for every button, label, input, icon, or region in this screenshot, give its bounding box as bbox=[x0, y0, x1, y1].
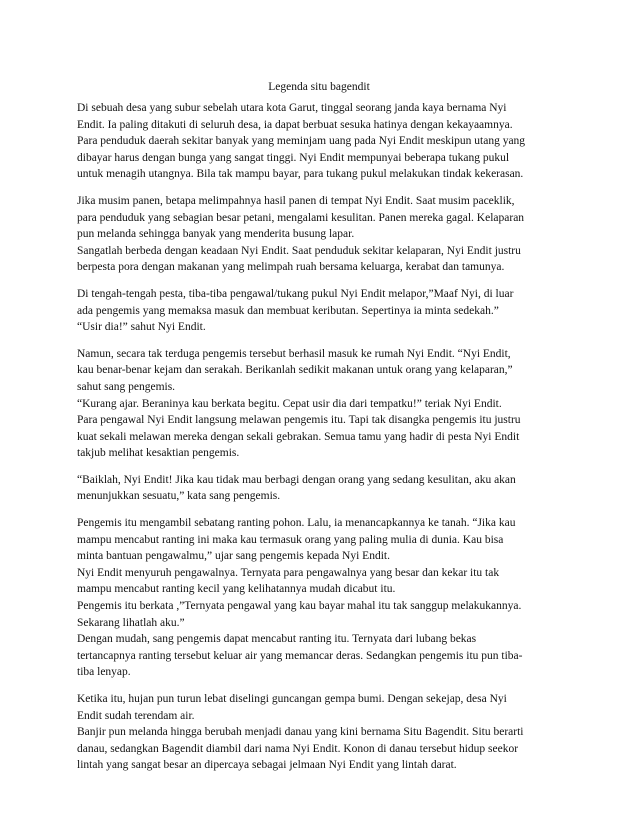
text-line: takjub melihat kesaktian pengemis. bbox=[77, 447, 240, 460]
text-line: Di tengah-tengah pesta, tiba-tiba pengawal/tukang pukul Nyi Endit melapor,”Maaf Nyi, di luar bbox=[77, 287, 514, 300]
text-line: “Baiklah, Nyi Endit! Jika kau tidak mau berbagi dengan orang yang sedang kesulitan, aku akan bbox=[77, 473, 516, 486]
text-line: Banjir pun melanda hingga berubah menjadi danau yang kini bernama Situ Bagendit. Situ berarti bbox=[77, 726, 524, 739]
text-line: Para penduduk daerah sekitar banyak yang meminjam uang pada Nyi Endit meskipun utang yang bbox=[77, 135, 526, 148]
paragraph bbox=[77, 286, 567, 336]
text-line: Di sebuah desa yang subur sebelah utara kota Garut, tinggal seorang janda kaya bernama Nyi bbox=[77, 102, 507, 114]
text-line: tiba lenyap. bbox=[77, 666, 131, 679]
text-line: ada pengemis yang memaksa masuk dan membuat keributan. Sepertinya ia minta sedekah.” bbox=[77, 304, 499, 317]
text-line: Namun, secara tak terduga pengemis tersebut berhasil masuk ke rumah Nyi Endit. “Nyi Endit, bbox=[77, 347, 511, 360]
text-line: “Kurang ajar. Beraninya kau berkata begitu. Cepat usir dia dari tempatku!” teriak Nyi Endit. bbox=[77, 397, 502, 410]
text-line: kuat sekali melawan mereka dengan sekali gebrakan. Semua tamu yang hadir di pesta Nyi Endit bbox=[77, 430, 520, 443]
text-line: Nyi Endit menyuruh pengawalnya. Ternyata para pengawalnya yang besar dan kekar itu tak bbox=[77, 566, 500, 579]
paragraph bbox=[77, 472, 567, 505]
paragraph bbox=[77, 691, 567, 774]
text-line: mampu mencabut ranting ini maka kau termasuk orang yang paling mulia di dunia. Kau bisa bbox=[77, 533, 504, 546]
paragraph bbox=[77, 100, 567, 183]
text-line: mampu mencabut ranting kecil yang kelihatannya mudah dicabut itu. bbox=[77, 583, 396, 596]
text-line: Endit. Ia paling ditakuti di seluruh desa, ia dapat berbuat sesuka hatinya dengan kekayaamnya. bbox=[77, 118, 513, 131]
text-line: kau benar-benar kejam dan serakah. Berikanlah sedikit makanan untuk orang yang kelaparan,” bbox=[77, 364, 513, 377]
text-line: “Usir dia!” sahut Nyi Endit. bbox=[77, 321, 206, 334]
document-body bbox=[77, 100, 567, 784]
text-line: untuk menagih utangnya. Bila tak mampu bayar, para tukang pukul melakukan tindak kekerasan. bbox=[77, 168, 524, 181]
document-title: Legenda situ bagendit bbox=[268, 81, 370, 93]
text-line: berpesta pora dengan makanan yang melimpah ruah bersama keluarga, kerabat dan tamunya. bbox=[77, 261, 505, 274]
paragraph bbox=[77, 193, 567, 276]
text-line: dibayar harus dengan bunga yang sangat tinggi. Nyi Endit mempunyai beberapa tukang pukul bbox=[77, 151, 510, 164]
text-line: Jika musim panen, betapa melimpahnya hasil panen di tempat Nyi Endit. Saat musim paceklik, bbox=[77, 194, 515, 207]
text-line: lintah yang sangat besar an dipercaya sebagai jelmaan Nyi Endit yang lintah darat. bbox=[77, 759, 457, 772]
text-line: Ketika itu, hujan pun turun lebat diselingi guncangan gempa bumi. Dengan sekejap, desa Nyi bbox=[77, 693, 507, 705]
text-line: Pengemis itu berkata ,”Ternyata pengawal yang kau bayar mahal itu tak sanggup melakukannya. bbox=[77, 600, 522, 613]
text-line: menunjukkan sesuatu,” kata sang pengemis. bbox=[77, 490, 281, 503]
text-line: danau, sedangkan Bagendit diambil dari nama Nyi Endit. Konon di danau tersebut hidup seekor bbox=[77, 742, 519, 755]
text-line: para penduduk yang sebagian besar petani, mengalami kesulitan. Panen mereka gagal. Kelaparan bbox=[77, 211, 525, 224]
text-line: Sangatlah berbeda dengan keadaan Nyi Endit. Saat penduduk sekitar kelaparan, Nyi Endit justru bbox=[77, 244, 521, 257]
text-line: Pengemis itu mengambil sebatang ranting pohon. Lalu, ia menancapkannya ke tanah. “Jika kau bbox=[77, 517, 516, 530]
text-line: minta bantuan pengawalmu,” ujar sang pengemis kepada Nyi Endit. bbox=[77, 550, 390, 563]
text-line: sahut sang pengemis. bbox=[77, 380, 176, 393]
paragraph bbox=[77, 515, 567, 681]
text-line: tertancapnya ranting tersebut keluar air yang memancar deras. Sedangkan pengemis itu pun tiba- bbox=[77, 649, 523, 662]
text-line: Sekarang lihatlah aku.” bbox=[77, 616, 185, 629]
text-line: Endit sudah terendam air. bbox=[77, 709, 195, 722]
text-line: Dengan mudah, sang pengemis dapat mencabut ranting itu. Ternyata dari lubang bekas bbox=[77, 633, 477, 646]
paragraph bbox=[77, 346, 567, 462]
text-line: pun melanda sehingga banyak yang menderita busung lapar. bbox=[77, 228, 355, 241]
text-line: Para pengawal Nyi Endit langsung melawan pengemis itu. Tapi tak disangka pengemis itu justru bbox=[77, 414, 521, 427]
